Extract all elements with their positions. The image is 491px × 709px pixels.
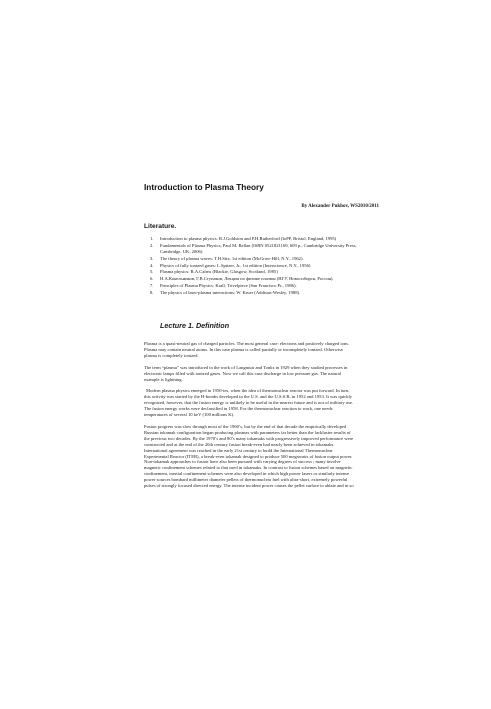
list-item — [150, 290, 360, 296]
literature-heading: Literature. — [144, 223, 177, 230]
paragraph: The term “plasma” was introduced in the work of Langmuir and Tonks in 1929 when they studied processes in electronic lamps filled with ionized gases. Now we call this case discharge in low pressure gas. The natural example is lightning. — [144, 364, 348, 382]
list-item — [150, 269, 360, 275]
paragraph: Plasma is a quasi-neutral gas of charged particles. The most general case: electrons and positively charged ions. Plasma may contain neutral atoms. In this case plasma is called partially or incompletely ionized. Otherwise plasma is completely ionized. — [144, 341, 350, 358]
list-item-text: The theory of plasma waves: T.H.Stix, 1st edition (McGraw-Hill, N.Y., 1962). — [160, 255, 304, 261]
list-item-number: 7. — [150, 282, 154, 288]
list-item-text: Fundamentals of Plasma Physics; Paul M. Bellan (ISBN 0521821169, 609 p., Cambridge University Press, Cambridge, UK, 2006) — [160, 242, 357, 254]
list-item-number: 3. — [150, 255, 154, 261]
list-item-number: 6. — [150, 276, 154, 282]
list-item — [150, 276, 360, 282]
list-item-text: Introduction to plasma physics: R.J.Goldston and P.H.Rutherford (IoPP, Bristol, England, 1995) — [160, 236, 337, 241]
author-byline: By Alexander Pukhov, WS2010/2011 — [301, 204, 379, 209]
list-item-number: 8. — [150, 289, 154, 295]
list-item-number: 2. — [150, 242, 154, 248]
list-item-number: 1. — [150, 236, 154, 241]
list-item — [150, 236, 360, 242]
paragraph: Fusion progress was slow through most of the 1960’s, but by the end of that decade the empirically developed Russian tokamak configuration began producing plasmas with parameters far better than the lackluster results of the previous two decades. By the 1970’s and 80’s many tokamaks with progressively improved performance were constructed and at the end of the 20th century fusion break-even had nearly been achieved in tokamaks. International agreement was reached in the early 21st century to build the International Thermonuclear Experimental Reactor (ITER), a break-even tokamak designed to produce 500 megawatts of fusion output power. Non-tokamak approaches to fusion have also been pursued with varying degrees of success ; many involve magnetic confinement schemes related to that used in tokamaks. In contrast to fusion schemes based on magnetic confinement, inertial confinement schemes were also developed in which high power lasers or similarly intense power sources bombard millimeter diameter pellets of thermonuclear fuel with ultra-short, extremely powerful pulses of strongly focused directed energy. The intense incident power causes the pellet surface to ablate and in so — [144, 423, 354, 489]
list-item-number: 5. — [150, 269, 154, 275]
paragraph: Modern plasma physics emerged in 1950-ies, when the idea of thermonuclear reactor was put forward. In turn, this activity was started by the H-bombs developed in the U.S. and the U.S.S.R. in 1952 and 1953. It was quickly recognized, however, that the fusion energy is unlikely to be useful in the nearest future and is not of military use. The fusion energy works were declassified in 1958. For the thermonuclear reaction to work, one needs temperatures of several 10 keV (100 millions K). — [144, 388, 354, 418]
list-item-text: Physics of fully ionized gases: L.Spitzer, Jr., 1st edition (Interscience, N.Y., 1956) — [160, 262, 311, 268]
list-item-text: Н.А.Кокельников, Г.В.Ступаков, Лекции по физике плазмы (НГУ, Новосибирск, Россия). — [160, 276, 334, 282]
list-item — [150, 283, 360, 289]
list-item — [150, 243, 360, 255]
list-item-text: Plasma physics: R.A.Cairns (Blackie, Glasgow, Scotland, 1985) — [160, 269, 278, 275]
lecture-body — [144, 341, 354, 495]
list-item-text: The physics of laser-plasma interactions: W. Kruer (Addison-Wesley, 1988). — [160, 289, 301, 295]
list-item — [150, 263, 360, 269]
list-item — [150, 256, 360, 262]
list-item-text: Principles of Plasma Physics: Krall, Trivelpiece (San Francisco Pr., 1986). — [160, 282, 297, 288]
document-title: Introduction to Plasma Theory — [144, 182, 264, 192]
list-item-number: 4. — [150, 262, 154, 268]
lecture-heading: Lecture 1. Definition — [160, 321, 230, 330]
literature-list — [150, 236, 360, 297]
